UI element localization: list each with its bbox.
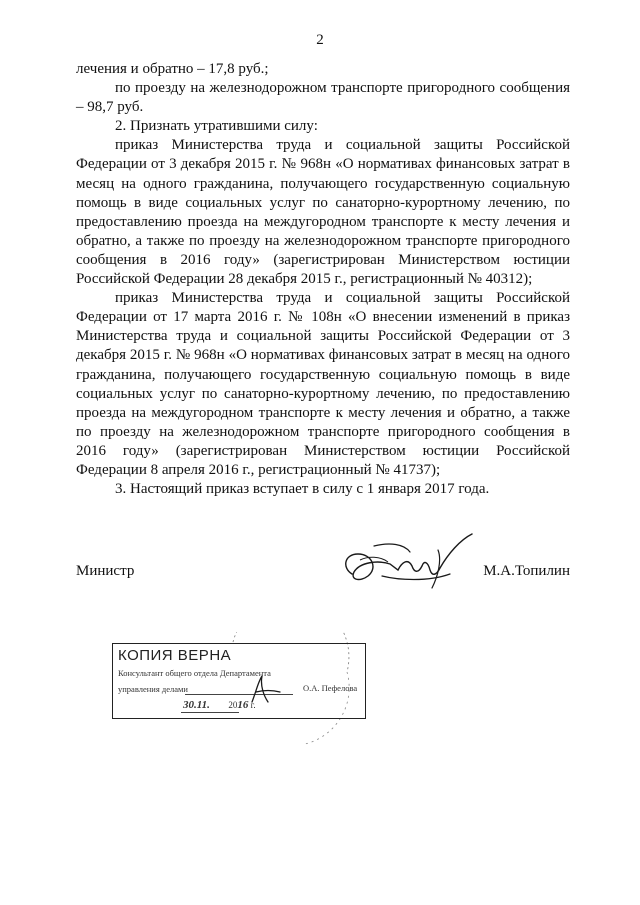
- stamp-title: КОПИЯ ВЕРНА: [118, 647, 232, 664]
- copy-certification-stamp: [112, 643, 366, 719]
- paragraph: лечения и обратно – 17,8 руб.;: [76, 61, 269, 77]
- signature-row: [76, 563, 570, 585]
- stamp-position: Консультант общего отдела Департамента: [118, 668, 271, 678]
- stamp-date-day: 30.11.: [183, 699, 210, 711]
- stamp-date-year-prefix: 20: [228, 700, 238, 710]
- paragraph: 3. Настоящий приказ вступает в силу с 1 января 2017 года.: [115, 481, 490, 498]
- paragraph: приказ Министерства труда и социальной защиты Российской Федерации от 17 марта 2016 г. № 108н «О внесении изменений в приказ Министерства труда и социальной защиты Российской Федерации от 3 декабря 2015 г. № 968н «О нормативах финансовых затрат в месяц на одного гражданина, получающего государственную социальную помощь в виде социальных услуг по санаторно-курортному лечению, по предоставлению проезда на междугородном транспорте к месту лечения и обратно, а также по проезду на железнодорожном транспорте пригородного сообщения в 2016 году» (зарегистрирован Министерством юстиции Российской Федерации 8 апреля 2016 г., регистрационный № 41737);: [76, 290, 570, 478]
- handwritten-signature: [338, 530, 478, 600]
- stamp-date-year-suffix: 16: [237, 699, 249, 711]
- paragraph: 2. Признать утратившими силу:: [115, 118, 318, 135]
- paragraph: по проезду на железнодорожном транспорте пригородного сообщения – 98,7 руб.: [76, 80, 570, 116]
- paragraph: приказ Министерства труда и социальной защиты Российской Федерации от 3 декабря 2015 г. № 968н «О нормативах финансовых затрат в месяц на одного гражданина, получающего государственную социальную помощь в виде социальных услуг по санаторно-курортному лечению, по предоставлению проезда на междугородном транспорте к месту лечения и обратно, а также по проезду на железнодорожном транспорте пригородного сообщения в 2016 году» (зарегистрирован Министерством юстиции Российской Федерации 28 декабря 2015 г., регистрационный № 40312);: [76, 137, 570, 288]
- stamp-department: управления делами: [118, 684, 188, 694]
- stamp-signature: [238, 672, 298, 706]
- stamp-date-line: [181, 712, 239, 713]
- signer-name: М.А.Топилин: [483, 563, 570, 579]
- page-number: 2: [316, 32, 324, 48]
- document-body: [76, 60, 570, 499]
- stamp-date-suffix: г.: [250, 700, 256, 710]
- position-title: Министр: [76, 563, 135, 579]
- stamp-name: О.А. Пефелова: [303, 683, 358, 693]
